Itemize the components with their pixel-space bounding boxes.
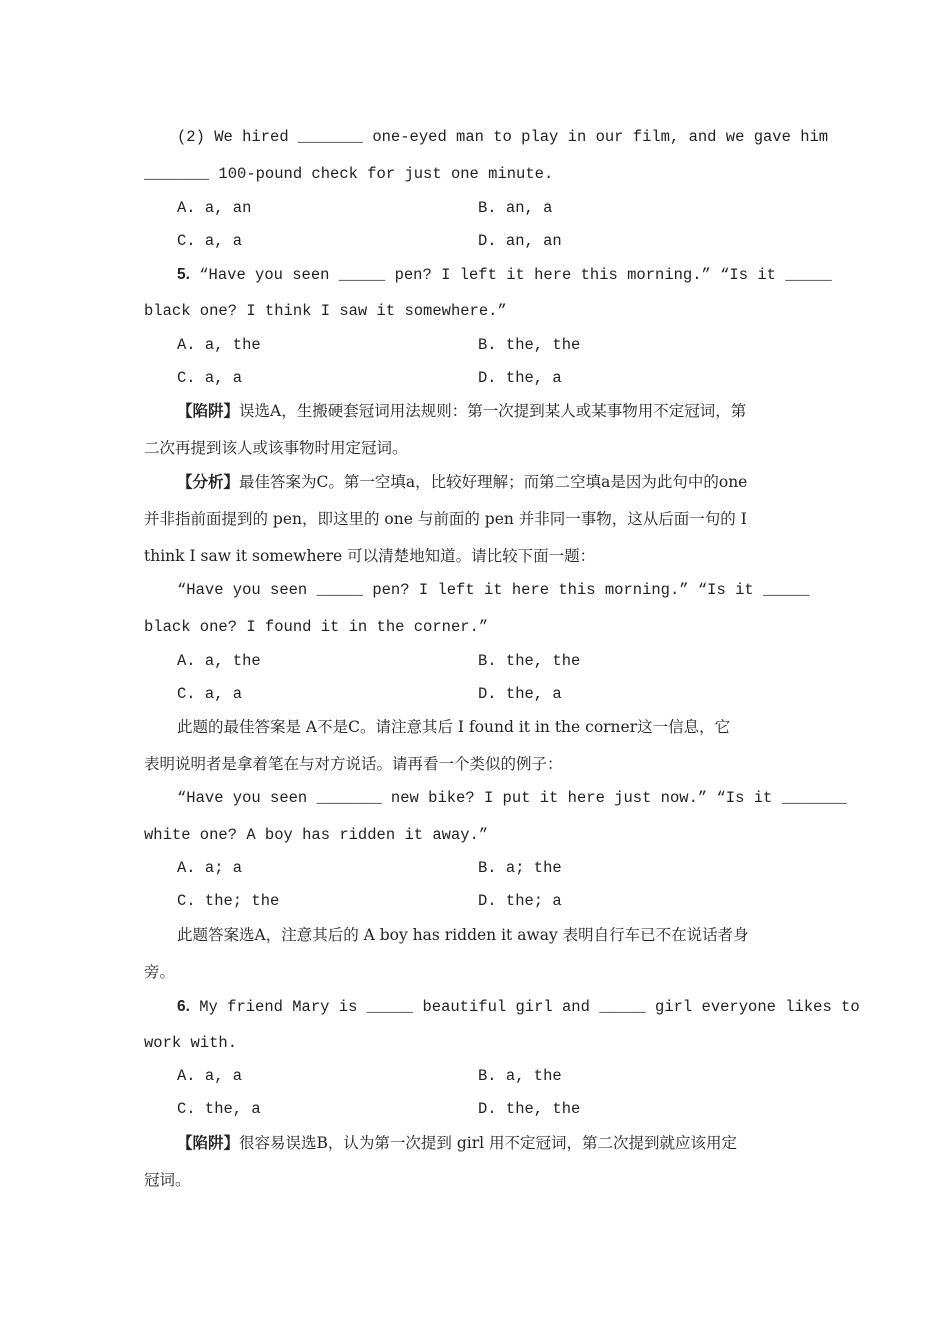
compare1-stem-line2: black one? I found it in the corner.” [144,618,489,636]
q6-number: 6. [177,998,190,1015]
q4-option-b: B. an, a [478,199,553,217]
q4-option-c: C. a, a [177,232,243,250]
trap-label: 【陷阱】 [177,401,240,420]
q5-trap-text: 误选A，生搬硬套冠词用法规则：第一次提到某人或某事物用不定冠词，第 [239,402,747,420]
q6-trap-line2: 冠词。 [144,1171,191,1189]
compare1-option-d: D. the, a [478,685,562,703]
q6-stem-line1 [177,995,860,1018]
q5-trap-line1 [177,400,746,422]
q5-number: 5. [177,266,190,283]
q4-option-d: D. an, an [478,232,562,250]
compare1-note-line2: 表明说明者是拿着笔在与对方说话。请再看一个类似的例子： [144,755,563,773]
compare2-stem-line2: white one? A boy has ridden it away.” [144,826,489,844]
q6-option-b: B. a, the [478,1067,562,1085]
q5-option-b: B. the, the [478,336,581,354]
compare2-option-b: B. a; the [478,859,562,877]
q6-stem-line2: work with. [144,1034,238,1052]
q5-option-a: A. a, the [177,336,261,354]
q5-option-c: C. a, a [177,369,243,387]
q6-option-a: A. a, a [177,1067,243,1085]
q6-option-d: D. the, the [478,1100,581,1118]
compare2-note-line1: 此题答案选A，注意其后的 A boy has ridden it away 表明自行车已不在说话者身 [177,926,749,944]
q5-analysis-line2: 并非指前面提到的 pen，即这里的 one 与前面的 pen 并非同一事物，这从后面一句的 I [144,510,747,528]
q6-option-c: C. the, a [177,1100,261,1118]
trap-label: 【陷阱】 [177,1133,240,1152]
compare1-note-line1: 此题的最佳答案是 A不是C。请注意其后 I found it in the corner这一信息，它 [177,718,731,736]
q5-stem-text: “Have you seen _____ pen? I left it here this morning.” “Is it _____ [189,266,832,284]
q5-analysis-text: 最佳答案为C。第一空填a，比较好理解；而第二空填a是因为此句中的one [239,473,748,491]
q5-analysis-line3: think I saw it somewhere 可以清楚地知道。请比较下面一题： [144,547,596,565]
compare1-option-b: B. the, the [478,652,581,670]
analysis-label: 【分析】 [177,472,240,491]
q4-stem-line1: (2) We hired _______ one-eyed man to play in our film, and we gave him [177,128,829,146]
q5-trap-line2: 二次再提到该人或该事物时用定冠词。 [144,439,408,457]
q4-option-a: A. a, an [177,199,252,217]
q6-stem-text: My friend Mary is _____ beautiful girl and _____ girl everyone likes to [189,998,860,1016]
compare2-stem-line1: “Have you seen _______ new bike? I put it here just now.” “Is it _______ [177,789,847,807]
q6-trap-line1 [177,1132,737,1154]
compare1-stem-line1: “Have you seen _____ pen? I left it here this morning.” “Is it _____ [177,581,810,599]
q5-analysis-line1 [177,471,747,493]
compare2-option-c: C. the; the [177,892,280,910]
compare2-option-a: A. a; a [177,859,243,877]
compare2-option-d: D. the; a [478,892,562,910]
q5-stem-line2: black one? I think I saw it somewhere.” [144,302,507,320]
q4-stem-line2: _______ 100-pound check for just one minute. [144,165,554,183]
compare2-note-line2: 旁。 [144,963,176,981]
compare1-option-c: C. a, a [177,685,243,703]
q5-stem-line1 [177,263,832,286]
q5-option-d: D. the, a [478,369,562,387]
q6-trap-text: 很容易误选B，认为第一次提到 girl 用不定冠词，第二次提到就应该用定 [239,1134,738,1152]
compare1-option-a: A. a, the [177,652,261,670]
